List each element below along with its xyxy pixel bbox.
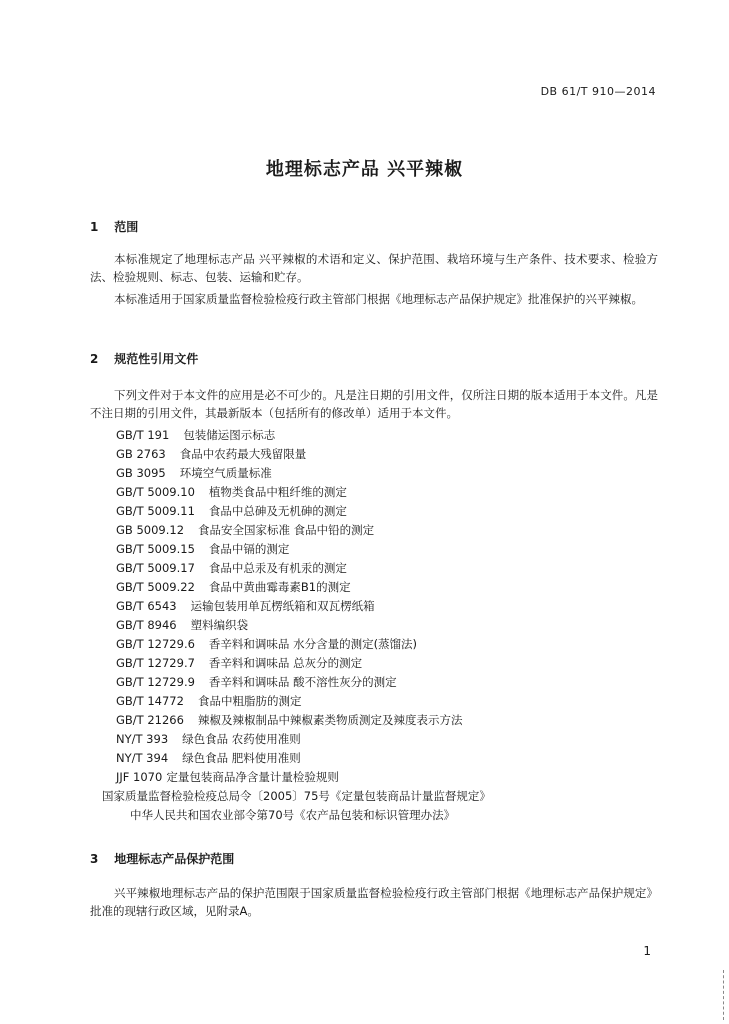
reference-item: [116, 597, 491, 616]
page-number: 1: [643, 944, 651, 958]
reference-name: 食品中总汞及有机汞的测定: [208, 561, 347, 575]
reference-name: 包装储运图示标志: [183, 428, 276, 442]
reference-item: [116, 635, 491, 654]
reference-name: 运输包装用单瓦楞纸箱和双瓦楞纸箱: [190, 599, 375, 613]
reference-item: [116, 749, 491, 768]
reference-name: 绿色食品 肥料使用准则: [182, 751, 301, 765]
reference-name: 环境空气质量标准: [179, 466, 272, 480]
reference-name: 辣椒及辣椒制品中辣椒素类物质测定及辣度表示方法: [197, 713, 463, 727]
reference-code: GB/T 12729.6: [116, 637, 195, 651]
reference-name: 绿色食品 农药使用准则: [182, 732, 301, 746]
section-2-heading: [90, 350, 198, 367]
reference-code: GB/T 5009.17: [116, 561, 195, 575]
reference-item: [116, 768, 491, 787]
reference-code: GB/T 8946: [116, 618, 177, 632]
section-1-paragraph-2: 本标准适用于国家质量监督检验检疫行政主管部门根据《地理标志产品保护规定》批准保护的兴平辣椒。: [114, 292, 643, 306]
reference-item: [116, 464, 491, 483]
reference-item: [116, 730, 491, 749]
reference-item: [116, 521, 491, 540]
reference-name: 香辛料和调味品 酸不溶性灰分的测定: [208, 675, 397, 689]
section-3-paragraph-1: 兴平辣椒地理标志产品的保护范围限于国家质量监督检验检疫行政主管部门根据《地理标志产品保护规定》批准的现辖行政区域，见附录A。: [90, 886, 658, 918]
reference-item: [116, 559, 491, 578]
reference-code: NY/T 393: [116, 732, 169, 746]
reference-item: [116, 654, 491, 673]
reference-name: 植物类食品中粗纤维的测定: [208, 485, 347, 499]
reference-code: GB 5009.12: [116, 523, 185, 537]
reference-item: [116, 616, 491, 635]
reference-code: GB/T 5009.15: [116, 542, 195, 556]
reference-name: 国家质量监督检验检疫总局令〔2005〕75号《定量包装商品计量监督规定》: [102, 789, 491, 803]
section-1-heading: [90, 218, 138, 235]
reference-code: GB/T 191: [116, 428, 170, 442]
reference-code: GB/T 12729.9: [116, 675, 195, 689]
reference-code: NY/T 394: [116, 751, 169, 765]
reference-name: 食品中粗脂肪的测定: [197, 694, 302, 708]
reference-item: [116, 673, 491, 692]
reference-code: GB/T 21266: [116, 713, 184, 727]
reference-name: 香辛料和调味品 总灰分的测定: [208, 656, 363, 670]
reference-code: GB 2763: [116, 447, 166, 461]
reference-name: 中华人民共和国农业部令第70号《农产品包装和标识管理办法》: [130, 808, 456, 822]
reference-item: [116, 711, 491, 730]
section-2-paragraph-1: 下列文件对于本文件的应用是必不可少的。凡是注日期的引用文件，仅所注日期的版本适用于本文件。凡是不注日期的引用文件，其最新版本（包括所有的修改单）适用于本文件。: [90, 388, 658, 420]
reference-code: GB/T 5009.10: [116, 485, 195, 499]
reference-name: 定量包装商品净含量计量检验规则: [166, 770, 339, 784]
reference-name: 食品中镉的测定: [208, 542, 290, 556]
section-number: 2: [90, 352, 99, 366]
normative-references-list: [102, 426, 491, 825]
section-1-paragraph-1: 本标准规定了地理标志产品 兴平辣椒的术语和定义、保护范围、栽培环境与生产条件、技术要求、检验方法、检验规则、标志、包装、运输和贮存。: [90, 252, 658, 284]
reference-name: 食品中黄曲霉毒素B1的测定: [208, 580, 351, 594]
reference-item: [116, 578, 491, 597]
section-title: 规范性引用文件: [114, 352, 199, 366]
reference-name: 香辛料和调味品 水分含量的测定(蒸馏法): [208, 637, 418, 651]
reference-name: 食品安全国家标准 食品中铅的测定: [198, 523, 375, 537]
section-3-heading: [90, 850, 234, 867]
reference-code: JJF 1070: [116, 770, 163, 784]
reference-code: GB/T 12729.7: [116, 656, 195, 670]
standard-code: DB 61/T 910—2014: [540, 85, 656, 98]
section-number: 3: [90, 852, 99, 866]
reference-item: [116, 692, 491, 711]
reference-code: GB 3095: [116, 466, 166, 480]
reference-item: [116, 483, 491, 502]
reference-code: GB/T 5009.11: [116, 504, 195, 518]
reference-name: 食品中总砷及无机砷的测定: [208, 504, 347, 518]
reference-item: [116, 426, 491, 445]
reference-item: [116, 540, 491, 559]
scan-edge-marks: [721, 970, 724, 1020]
reference-item: [102, 787, 491, 806]
reference-name: 食品中农药最大残留限量: [179, 447, 307, 461]
reference-item: [116, 445, 491, 464]
section-title: 地理标志产品保护范围: [114, 852, 235, 866]
reference-item: [116, 502, 491, 521]
reference-name: 塑料编织袋: [190, 618, 249, 632]
reference-code: GB/T 6543: [116, 599, 177, 613]
reference-item: [116, 806, 491, 825]
section-title: 范围: [114, 220, 139, 234]
reference-code: GB/T 5009.22: [116, 580, 195, 594]
reference-code: GB/T 14772: [116, 694, 184, 708]
document-title: 地理标志产品 兴平辣椒: [265, 159, 464, 180]
section-number: 1: [90, 220, 99, 234]
